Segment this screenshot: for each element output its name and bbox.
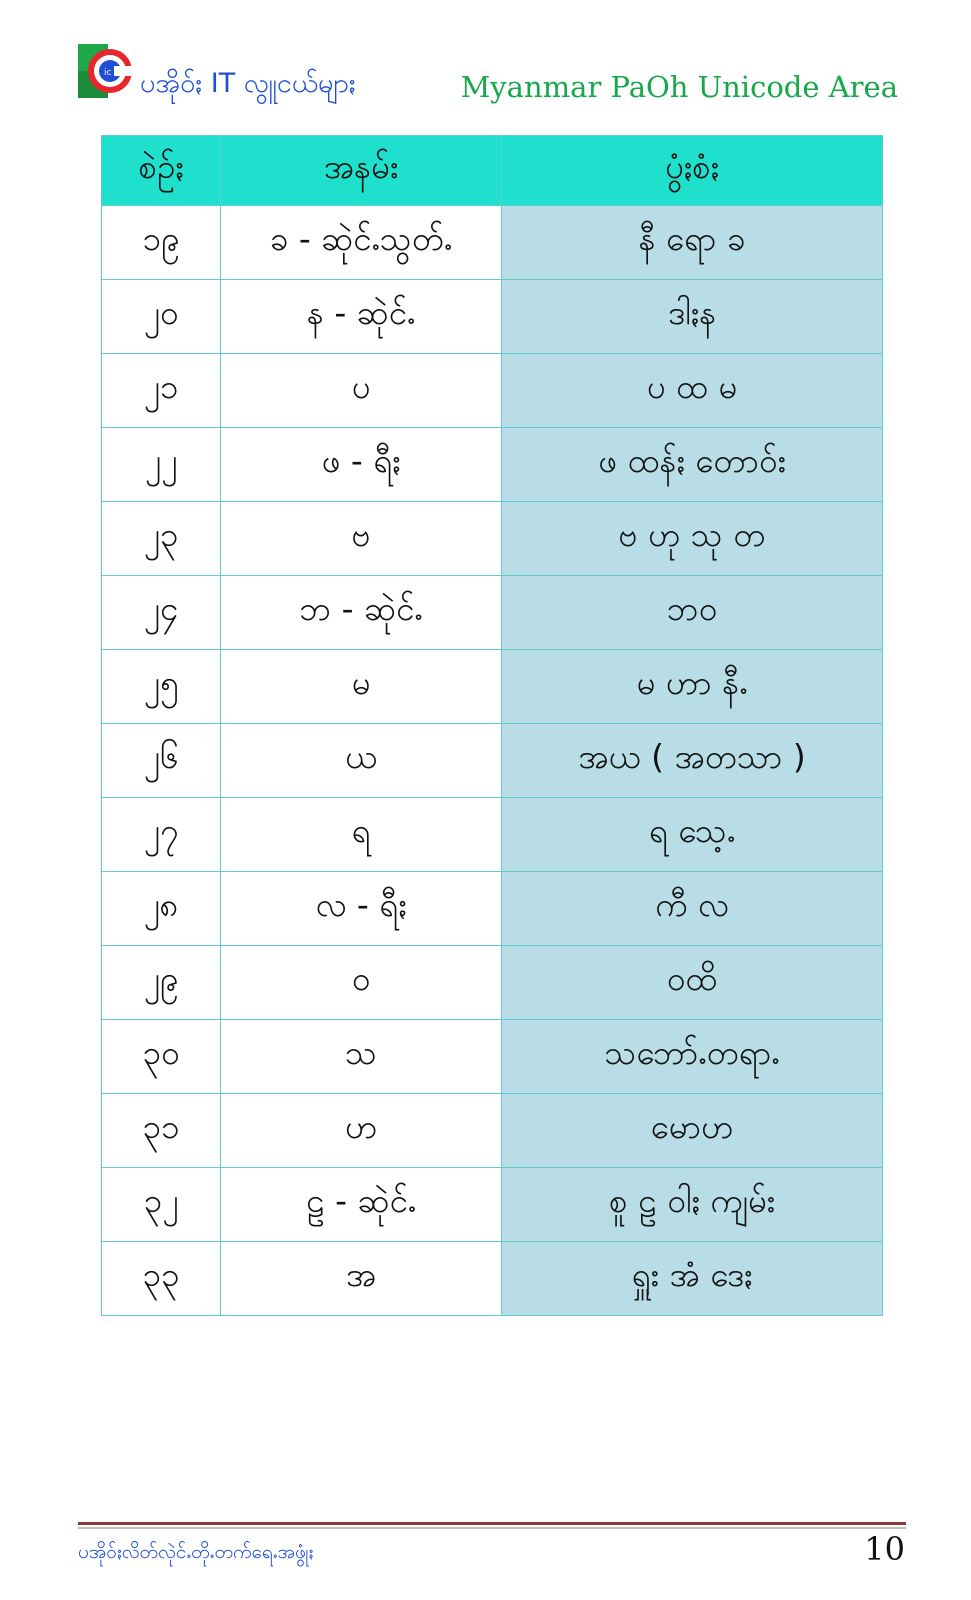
example-cell: ရ သေ့ႉ — [502, 798, 883, 872]
letter-name-cell: မ — [221, 650, 502, 724]
svg-text:ic: ic — [104, 68, 112, 78]
table-header-row — [102, 136, 883, 206]
site-title: Myanmar PaOh Unicode Area — [460, 70, 898, 104]
letter-name-cell: န - ဆုဲင်ႉ — [221, 280, 502, 354]
example-cell: မောဟ — [502, 1094, 883, 1168]
table-row — [102, 280, 883, 354]
page-number: 10 — [864, 1530, 905, 1568]
letter-name-cell: ရ — [221, 798, 502, 872]
logo-text: ပအိုဝ်ႏ IT လွူငယ်မျာႏ — [140, 68, 356, 99]
table-row — [102, 650, 883, 724]
example-cell: ဗ ဟု သု တ — [502, 502, 883, 576]
row-number-cell: ၂၈ — [102, 872, 221, 946]
row-number-cell: ၂၉ — [102, 946, 221, 1020]
example-cell: ပ ထ မ — [502, 354, 883, 428]
table-row — [102, 946, 883, 1020]
letter-name-cell: ပ — [221, 354, 502, 428]
row-number-cell: ၂၁ — [102, 354, 221, 428]
example-cell: ရှူး အံ ဒေႏ — [502, 1242, 883, 1316]
row-number-cell: ၂၀ — [102, 280, 221, 354]
row-number-cell: ၂၇ — [102, 798, 221, 872]
example-cell: ဖ ထန်ႏ တောဝ်း — [502, 428, 883, 502]
letter-name-cell: ဟ — [221, 1094, 502, 1168]
table-row — [102, 798, 883, 872]
example-cell: စူ ဠ ဝါႏ ကျမ်း — [502, 1168, 883, 1242]
table-row — [102, 428, 883, 502]
example-cell: နီ ရော ခ — [502, 206, 883, 280]
row-number-cell: ၃၁ — [102, 1094, 221, 1168]
table-row — [102, 1168, 883, 1242]
column-header-name: အနမ်း — [221, 136, 502, 206]
table-row — [102, 354, 883, 428]
table-row — [102, 1094, 883, 1168]
letter-name-cell: သ — [221, 1020, 502, 1094]
letter-name-cell: အ — [221, 1242, 502, 1316]
row-number-cell: ၂၃ — [102, 502, 221, 576]
table-row — [102, 1020, 883, 1094]
example-cell: ဘ၀ — [502, 576, 883, 650]
table-row — [102, 206, 883, 280]
table-row — [102, 576, 883, 650]
table-row — [102, 724, 883, 798]
footer-rule-thin — [78, 1527, 906, 1529]
row-number-cell: ၃၂ — [102, 1168, 221, 1242]
alphabet-table — [101, 135, 883, 1316]
table-row — [102, 502, 883, 576]
logo-icon — [78, 44, 132, 98]
column-header-number: စဲဥ်ႏ — [102, 136, 221, 206]
example-cell: သဘော်ႉတရာႉ — [502, 1020, 883, 1094]
letter-name-cell: ဘ - ဆုဲင်ႉ — [221, 576, 502, 650]
example-cell: မ ဟာ နီႉ — [502, 650, 883, 724]
letter-name-cell: ဝ — [221, 946, 502, 1020]
example-cell: ဒါႏန — [502, 280, 883, 354]
letter-name-cell: ဠ - ဆုဲင်ႉ — [221, 1168, 502, 1242]
letter-name-cell: လ - ရီႏ — [221, 872, 502, 946]
letter-name-cell: ဗ — [221, 502, 502, 576]
column-header-example: ပွံႏစံႏ — [502, 136, 883, 206]
footer-rule — [78, 1522, 906, 1525]
table-row — [102, 872, 883, 946]
row-number-cell: ၃၃ — [102, 1242, 221, 1316]
letter-name-cell: ခ - ဆုဲင်ႉသွတ်ႉ — [221, 206, 502, 280]
example-cell: ကီ လ — [502, 872, 883, 946]
row-number-cell: ၃၀ — [102, 1020, 221, 1094]
example-cell: ဝထိ — [502, 946, 883, 1020]
row-number-cell: ၂၆ — [102, 724, 221, 798]
letter-name-cell: ဖ - ရီႏ — [221, 428, 502, 502]
row-number-cell: ၂၂ — [102, 428, 221, 502]
row-number-cell: ၁၉ — [102, 206, 221, 280]
footer-text: ပအိုဝ်ႏလိတ်လုဲင်ႉတိုႉတက်ရေႉအဖွုံႏ — [78, 1541, 314, 1563]
page-header — [78, 38, 898, 108]
table-row — [102, 1242, 883, 1316]
row-number-cell: ၂၄ — [102, 576, 221, 650]
row-number-cell: ၂၅ — [102, 650, 221, 724]
letter-name-cell: ယ — [221, 724, 502, 798]
example-cell: အယ ( အတသာ ) — [502, 724, 883, 798]
